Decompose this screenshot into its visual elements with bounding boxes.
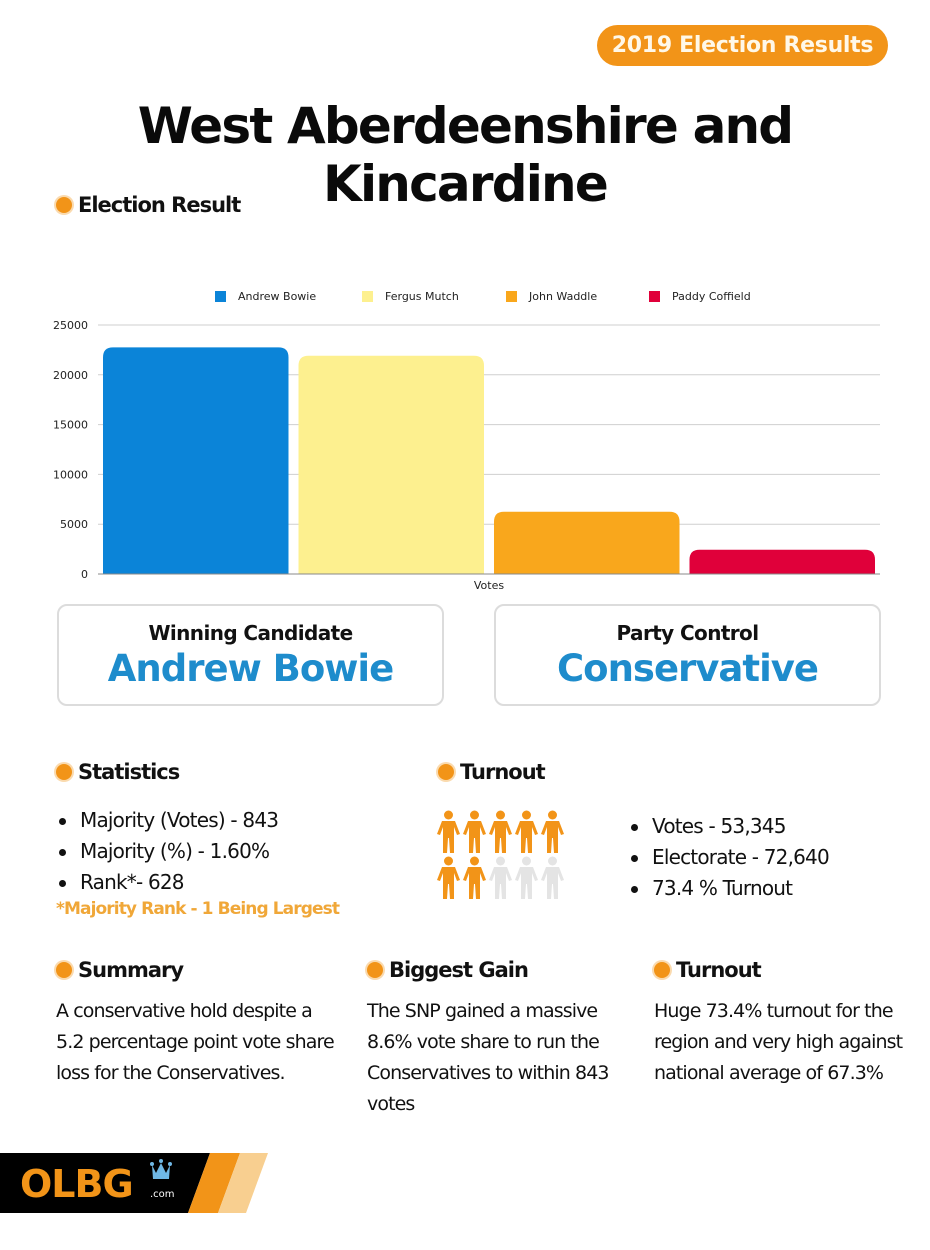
page-title: West Aberdeenshire and Kincardine	[137, 97, 793, 213]
bar-john-waddle	[494, 512, 680, 574]
section-statistics	[56, 760, 179, 784]
turnout-percent: 73.4 % Turnout	[628, 873, 829, 904]
section-turnout-note	[654, 958, 761, 982]
y-tick-label: 0	[81, 568, 88, 581]
bullet-sun-icon	[56, 197, 72, 213]
person-empty-icon	[488, 856, 513, 902]
bar-fergus-mutch	[299, 356, 485, 574]
person-empty-icon	[540, 856, 565, 902]
bullet-sun-icon	[56, 962, 72, 978]
legend-swatch	[362, 291, 373, 302]
party-control-label: Party Control	[616, 621, 759, 645]
person-filled-icon	[436, 810, 461, 856]
person-filled-icon	[462, 856, 487, 902]
bullet-sun-icon	[438, 764, 454, 780]
legend-label: John Waddle	[529, 290, 598, 303]
legend-label: Paddy Coffield	[672, 290, 751, 303]
turnout-list	[628, 811, 829, 904]
y-tick-label: 20000	[53, 368, 88, 382]
party-control-card	[494, 604, 881, 706]
y-tick-label: 25000	[53, 319, 88, 332]
person-empty-icon	[514, 856, 539, 902]
election-bar-chart	[40, 280, 900, 600]
turnout-electorate: Electorate - 72,640	[628, 842, 829, 873]
y-tick-label: 10000	[53, 468, 88, 482]
winning-candidate-label: Winning Candidate	[148, 621, 353, 645]
rank-footnote: *Majority Rank - 1 Being Largest	[56, 899, 340, 919]
chart-bars	[103, 347, 875, 574]
logo-text: OLBG	[20, 1162, 133, 1206]
legend-label: Andrew Bowie	[238, 290, 317, 303]
party-control-value: Conservative	[557, 647, 818, 690]
turnout-votes: Votes - 53,345	[628, 811, 829, 842]
person-filled-icon	[488, 810, 513, 856]
legend-swatch	[649, 291, 660, 302]
section-biggest-gain	[367, 958, 528, 982]
chart-legend	[215, 290, 751, 303]
legend-swatch	[506, 291, 517, 302]
legend-item	[506, 290, 597, 303]
year-badge: 2019 Election Results	[597, 25, 888, 66]
y-axis-ticks	[53, 319, 88, 581]
bullet-sun-icon	[56, 764, 72, 780]
legend-item	[215, 290, 316, 303]
x-axis-label: Votes	[473, 579, 505, 592]
section-heading: Turnout	[460, 760, 545, 784]
y-tick-label: 5000	[60, 518, 88, 532]
person-filled-icon	[514, 810, 539, 856]
winning-candidate-card	[57, 604, 444, 706]
legend-label: Fergus Mutch	[385, 290, 459, 303]
bar-andrew-bowie	[103, 347, 289, 574]
legend-item	[649, 290, 751, 303]
turnout-pictogram	[436, 810, 566, 902]
person-filled-icon	[436, 856, 461, 902]
bullet-sun-icon	[654, 962, 670, 978]
turnout-note-text: Huge 73.4% turnout for the region and very high against national average of 67.3%	[654, 1000, 903, 1084]
stat-majority-percent: Majority (%) - 1.60%	[56, 836, 278, 867]
section-summary	[56, 958, 183, 982]
logo-suffix: .com	[150, 1189, 175, 1200]
biggest-gain-text: The SNP gained a massive 8.6% vote share to run the Conservatives to within 843 votes	[367, 1000, 609, 1115]
legend-swatch	[215, 291, 226, 302]
section-heading: Summary	[78, 958, 184, 982]
olbg-logo[interactable]	[0, 1153, 270, 1213]
bar-paddy-coffield	[690, 550, 876, 574]
legend-item	[362, 290, 459, 303]
section-heading: Statistics	[78, 760, 180, 784]
section-heading: Biggest Gain	[389, 958, 528, 982]
section-heading: Election Result	[78, 193, 241, 217]
section-turnout	[438, 760, 545, 784]
statistics-list	[56, 805, 278, 898]
stat-majority-votes: Majority (Votes) - 843	[56, 805, 278, 836]
person-filled-icon	[540, 810, 565, 856]
section-heading: Turnout	[676, 958, 761, 982]
section-election-result	[56, 193, 240, 217]
winning-candidate-value: Andrew Bowie	[107, 647, 394, 690]
person-filled-icon	[462, 810, 487, 856]
summary-text: A conservative hold despite a 5.2 percentage point vote share loss for the Conservatives.	[56, 1000, 334, 1084]
y-tick-label: 15000	[53, 418, 88, 432]
stat-rank: Rank*- 628	[56, 867, 278, 898]
bullet-sun-icon	[367, 962, 383, 978]
